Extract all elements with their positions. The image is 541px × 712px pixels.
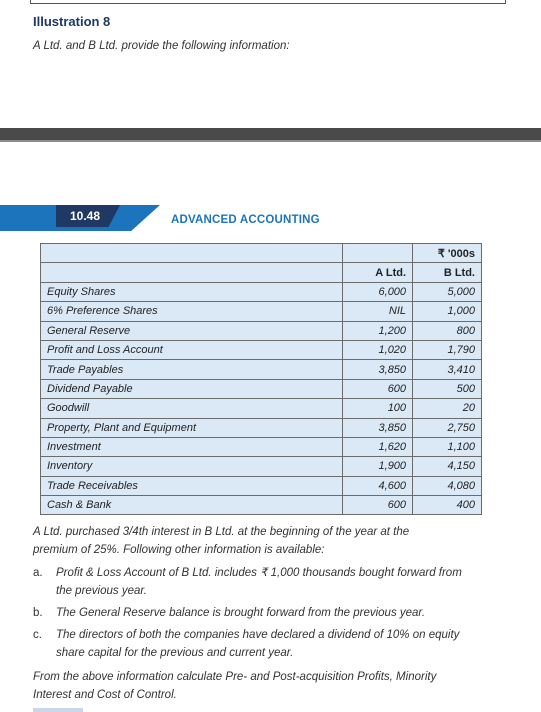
table-row: Cash & Bank 600 400 [41,496,482,515]
table-row: Goodwill 100 20 [41,399,482,418]
table-row: Equity Shares 6,000 5,000 [41,282,482,301]
table-row: Trade Payables 3,850 3,410 [41,360,482,379]
financial-table [40,243,482,515]
section-title: ADVANCED ACCOUNTING [171,214,320,226]
paragraph-2-line-1: From the above information calculate Pre- and Post-acquisition Profits, Minority [33,671,437,683]
list-marker: b. [33,607,43,619]
table-row: Inventory 1,900 4,150 [41,457,482,476]
page-number: 10.48 [70,209,101,223]
col-header-a: A Ltd. [343,263,413,282]
col-header-b: B Ltd. [413,263,482,282]
table-row: General Reserve 1,200 800 [41,321,482,340]
next-section-marker [33,708,83,712]
table-unit-row [41,244,482,263]
list-marker: c. [33,629,42,641]
unit-label: ₹ '000s [413,244,482,263]
table-row: 6% Preference Shares NIL 1,000 [41,302,482,321]
page-banner [0,205,200,231]
page-separator-shadow [0,140,541,142]
paragraph-1-line-2: premium of 25%. Following other information is available: [33,544,325,556]
table-row: Dividend Payable 600 500 [41,379,482,398]
illustration-intro: A Ltd. and B Ltd. provide the following information: [33,40,290,52]
paragraph-2-line-2: Interest and Cost of Control. [33,689,177,701]
table-header-row [41,263,482,282]
list-item-text: Profit & Loss Account of B Ltd. includes ₹ 1,000 thousands bought forward from the previous year. [56,567,462,597]
table-row: Trade Receivables 4,600 4,080 [41,476,482,495]
table-row: Property, Plant and Equipment 3,850 2,750 [41,418,482,437]
previous-text-box [30,0,506,4]
table-row: Profit and Loss Account 1,020 1,790 [41,340,482,359]
list-item-text: The General Reserve balance is brought forward from the previous year. [56,607,426,619]
illustration-title: Illustration 8 [33,14,111,29]
list-item-text: The directors of both the companies have declared a dividend of 10% on equity share capital for the previous and current year. [56,629,460,659]
paragraph-1-line-1: A Ltd. purchased 3/4th interest in B Ltd. at the beginning of the year at the [33,526,410,538]
list-marker: a. [33,567,43,579]
table-row: Investment 1,620 1,100 [41,437,482,456]
